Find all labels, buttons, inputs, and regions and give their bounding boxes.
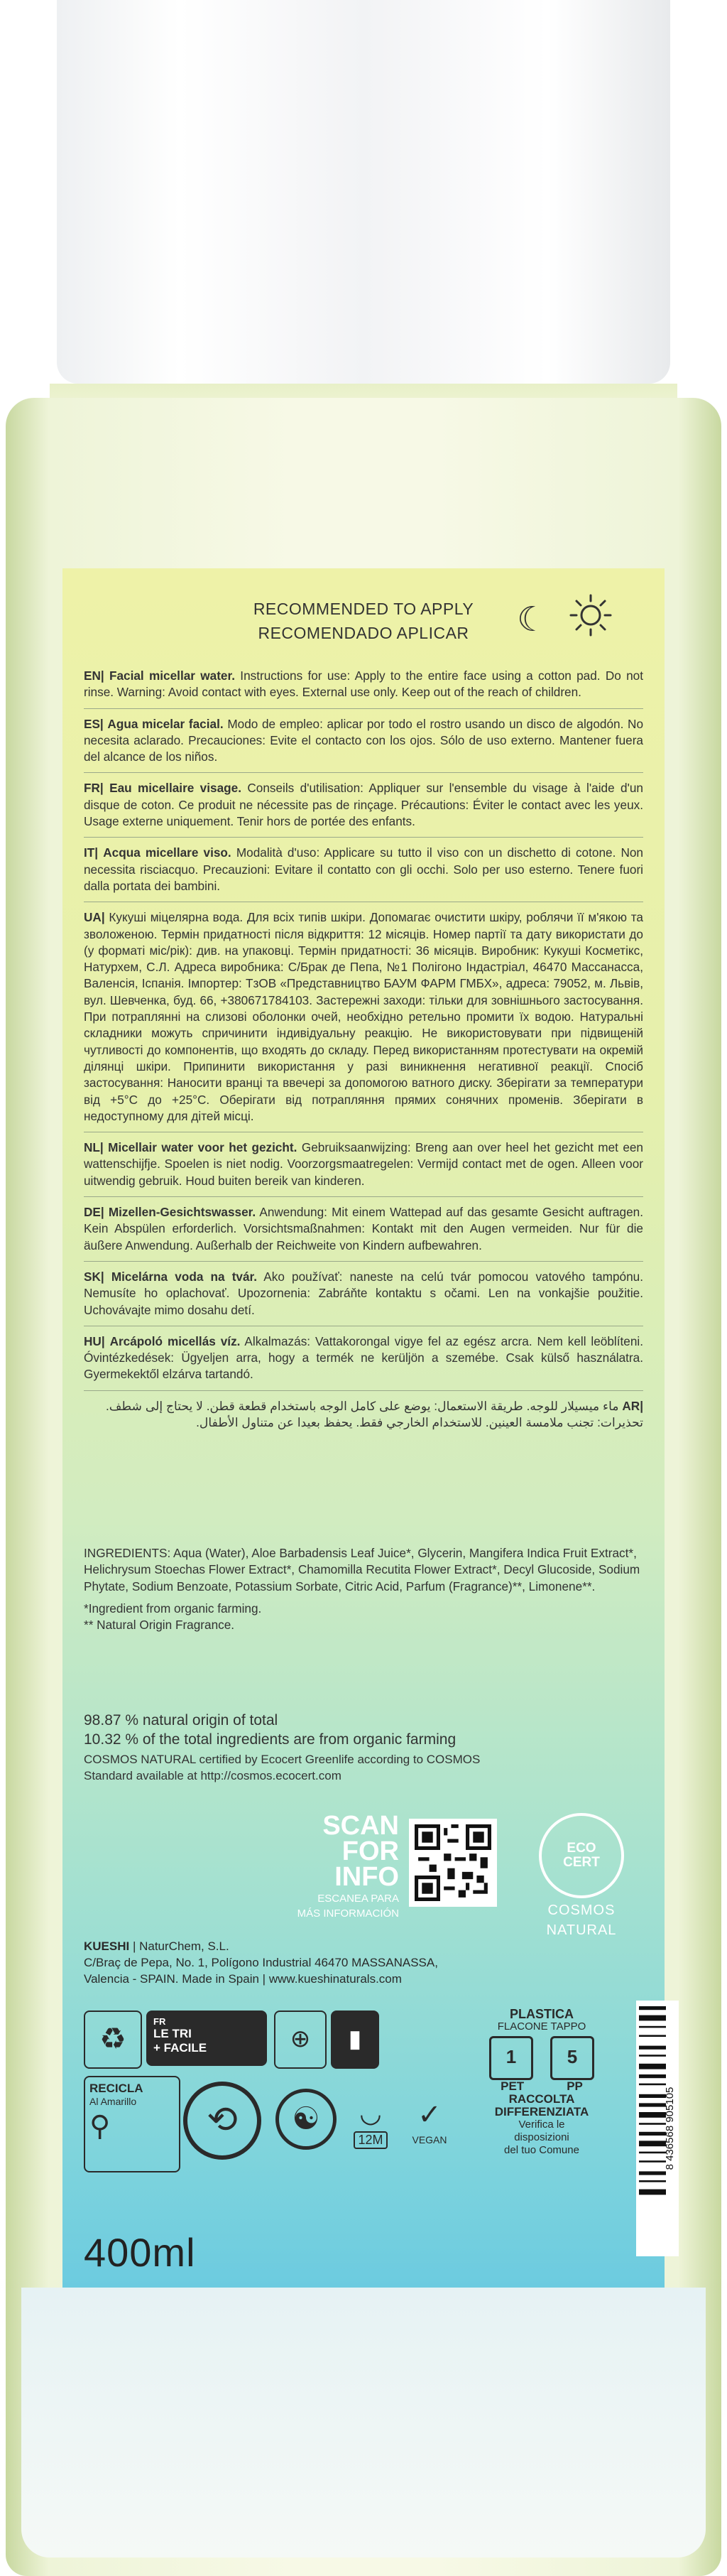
for-word: FOR — [341, 1836, 399, 1866]
recommended-es: RECOMENDADO APLICAR — [258, 624, 469, 642]
organic-percent: 10.32 % of the total ingredients are from organic farming — [84, 1731, 457, 1748]
qr-code[interactable] — [409, 1819, 497, 1907]
recommended-en: RECOMMENDED TO APPLY — [253, 600, 474, 618]
barcode-number: 8 436568 905105 — [664, 2087, 676, 2170]
scan-for-info — [250, 1813, 399, 1927]
escanea-text: ESCANEA PARA — [317, 1893, 399, 1905]
pao-icon: ◡ 12M — [344, 2096, 398, 2157]
natural-word: NATURAL — [546, 1922, 617, 1938]
product-label — [62, 568, 676, 2288]
ecocert-ring: ECO CERT — [539, 1813, 624, 1898]
instructions-nl: NL| Micellair water voor het gezicht. Gebruiksaanwijzing: Breng aan over heel het gezicht met een wattenschijfje. Spoelen is niet nodig. Voorzorgsmaatregelen: Vermijd contact met de ogen. Alleen voor uitwendig gebruik. Houd buiten bereik van kinderen. — [84, 1140, 643, 1188]
address-line: C/Braç de Pepa, No. 1, Polígono Industrial 46470 MASSANASSA, — [84, 1956, 438, 1969]
triman-badge: FR LE TRI + FACILE — [146, 2011, 267, 2066]
recicla-amarillo-badge: RECICLA Al Amarillo ⚲ — [84, 2076, 180, 2172]
bin-icon: ▮ — [331, 2011, 379, 2069]
ingredients-list: INGREDIENTS: Aqua (Water), Aloe Barbadensis Leaf Juice*, Glycerin, Mangifera Indica Fruit Extract*, Helichrysum Stoechas Flower Extract*, Chamomilla Recutita Flower Extract*, Decyl Glucoside, Sodium Phytate, Sodium Benzoate, Potassium Sorbate, Citric Acid, Parfum (Fragrance)**, Limonene**. — [84, 1546, 640, 1593]
natural-origin-stats — [84, 1711, 643, 1749]
moon-icon: ☾ — [517, 601, 548, 639]
bottle-cap — [57, 0, 670, 384]
cosmos-word: COSMOS — [547, 1903, 616, 1918]
brand-name: KUESHI — [84, 1939, 130, 1953]
ingredients-note-fragrance: ** Natural Origin Fragrance. — [84, 1618, 235, 1633]
green-dot-icon: ☯ — [275, 2089, 337, 2150]
website[interactable]: www.kueshinaturals.com — [268, 1972, 402, 1986]
natural-origin-percent: 98.87 % natural origin of total — [84, 1712, 278, 1728]
qr-code-graphic — [415, 1824, 491, 1901]
ingredients-note-organic: *Ingredient from organic farming. — [84, 1601, 262, 1616]
pet-recycle-icon: 1 — [489, 2036, 533, 2080]
info-word: INFO — [334, 1862, 399, 1892]
recycling-bin-icon: ♻ — [84, 2011, 142, 2069]
volume-label: 400ml — [84, 2230, 196, 2275]
barcode — [636, 2001, 679, 2256]
instructions-en: EN| Facial micellar water. Instructions for use: Apply to the entire face using a cotton pad. Do not rinse. Warning: Avoid contact with eyes. External use only. Keep out of the reach of children. — [84, 669, 644, 700]
pp-recycle-icon: 5 — [550, 2036, 594, 2080]
bottle-base — [21, 2288, 706, 2558]
mas-info-text: MÁS INFORMACIÓN — [297, 1907, 399, 1920]
recycle-person-icon: ⚲ — [89, 2111, 111, 2142]
country-line: Valencia - SPAIN. Made in Spain — [84, 1972, 259, 1986]
instructions-sk: SK| Micelárna voda na tvár. Ako používať: naneste na celú tvár pomocou vatového tampónu. Nemusíte ho oplachovať. Upozornenia: Zabráňte kontaktu s očami. Len na vonkajšie použitie. Uchovávajte mimo dosahu detí. — [84, 1269, 644, 1317]
instructions-ar: |AR ماء ميسيلار للوجه. طريقة الاستعمال: يوضع على كامل الوجه باستخدام قطعة قطن. لا يحتاج إلى شطف. تحذيرات: تجنب ملامسة العينين. للاستخدام الخارجي فقط. يحفظ بعيدا عن متناول الأطفال. — [105, 1398, 643, 1429]
instructions-ua: UA| Кукуші міцелярна вода. Для всіх типів шкіри. Допомагає очистити шкіру, роблячи її м'якою та зволоженою. Термін придатності після відкриття: 12 місяців. Номер партії та дату використати до (у форматі міс/рік): див. на упаковці. Термін придатності: 36 місяців. Виробник: Кукуші Косметікс, Натурхем, С.Л. Адреса виробника: С/Брак де Пепа, №1 Полігоно Індастріал, 46470 Массанасса, Валенсія, Іспанія. Імпортер: ТзОВ «Представництво БАУМ ФАРМ ГМБХ», адреса: 79052, м. Львів, вул. Шевченка, буд. 66, +380671784103. Застережні заходи: тільки для зовнішнього застосування. При потраплянні на слизові оболонки очей, необхідно ретельно промити їх водою. Натуральні складники можуть спричинити індивідуальну реакцію. Не використовувати при підвищеній чутливості до компонентів, що входять до складу. Перед використанням протестувати на окремій ділянці шкіри. Припинити використання у разі виникнення негативної реакції. Спосіб застосування: Наносити вранці та ввечері за допомогою ватного диску. Зберігати за температури від +5°С до +25°С. Оберігати від потрапляння прямих сонячних променів. Зберігати в недоступному для дітей місці. — [84, 910, 643, 1123]
vegan-icon: ✓ VEGAN — [412, 2099, 447, 2145]
ecocert-cosmos-logo — [521, 1813, 642, 1938]
instructions-hu: HU| Arcápoló micellás víz. Alkalmazás: Vattakorongal vigye fel az egész arcra. Nem kell leöblíteni. Óvintézkedések: Ügyeljen arra, hogy a termék ne kerüljön a szemébe. Csak külső használatra. Gyermekektől elzárva tartandó. — [84, 1333, 644, 1382]
instructions-fr: FR| Eau micellaire visage. Conseils d'utilisation: Appliquer sur l'ensemble du visage à l'aide d'un disque de coton. Ce produit ne nécessite pas de rinçage. Précautions: Éviter le contact avec les yeux. Usage externe uniquement. Tenir hors de portée des enfants. — [84, 781, 643, 829]
instructions-block — [84, 668, 643, 1438]
instructions-it: IT| Acqua micellare viso. Modalità d'uso: Applicare su tutto il viso con un dischetto di cotone. Non necessita risciacquo. Precauzioni: Evitare il contatto con gli occhi. Solo per uso esterno. Tenere fuori dalla portata dei bambini. — [84, 845, 643, 893]
arrow-recycle-icon: ⟲ — [183, 2082, 261, 2160]
sun-icon — [568, 592, 613, 638]
instructions-de: DE| Mizellen-Gesichtswasser. Anwendung: Mit einem Wattepad auf das gesamte Gesicht auftragen. Kein Abspülen erforderlich. Vorsichtsmaßnahmen: Kontakt mit den Augen vermeiden. Nur für die äußere Anwendung. Außerhalb der Reichweite von Kindern aufbewahren. — [84, 1205, 643, 1252]
instructions-es: ES| Agua micelar facial. Modo de empleo: aplicar por todo el rostro usando un disco de algodón. No necesita aclarado. Precauciones: Evite el contacto con los ojos. Sólo de uso externo. Mantener fuera del alcance de los niños. — [84, 716, 644, 764]
cosmos-certification-text: COSMOS NATURAL certified by Ecocert Greenlife according to COSMOS Standard available at http://cosmos.ecocert.com — [84, 1753, 481, 1782]
manufacturer-info: KUESHI | NaturChem, S.L. C/Braç de Pepa, No. 1, Polígono Industrial 46470 MASSANASSA, Valencia - SPAIN. Made in Spain | www.kueshinaturals.com — [84, 1938, 652, 1987]
plastica-info: PLASTICA FLACONE TAPPO 1 5 PET PP RACCOLTA DIFFERENZIATA Verifica le disposizioni del tuo Comune — [457, 2008, 627, 2157]
ingredients-block — [84, 1545, 643, 1633]
scan-word: SCAN — [322, 1811, 399, 1841]
bottle-cap-icon: ⊕ — [274, 2011, 327, 2069]
